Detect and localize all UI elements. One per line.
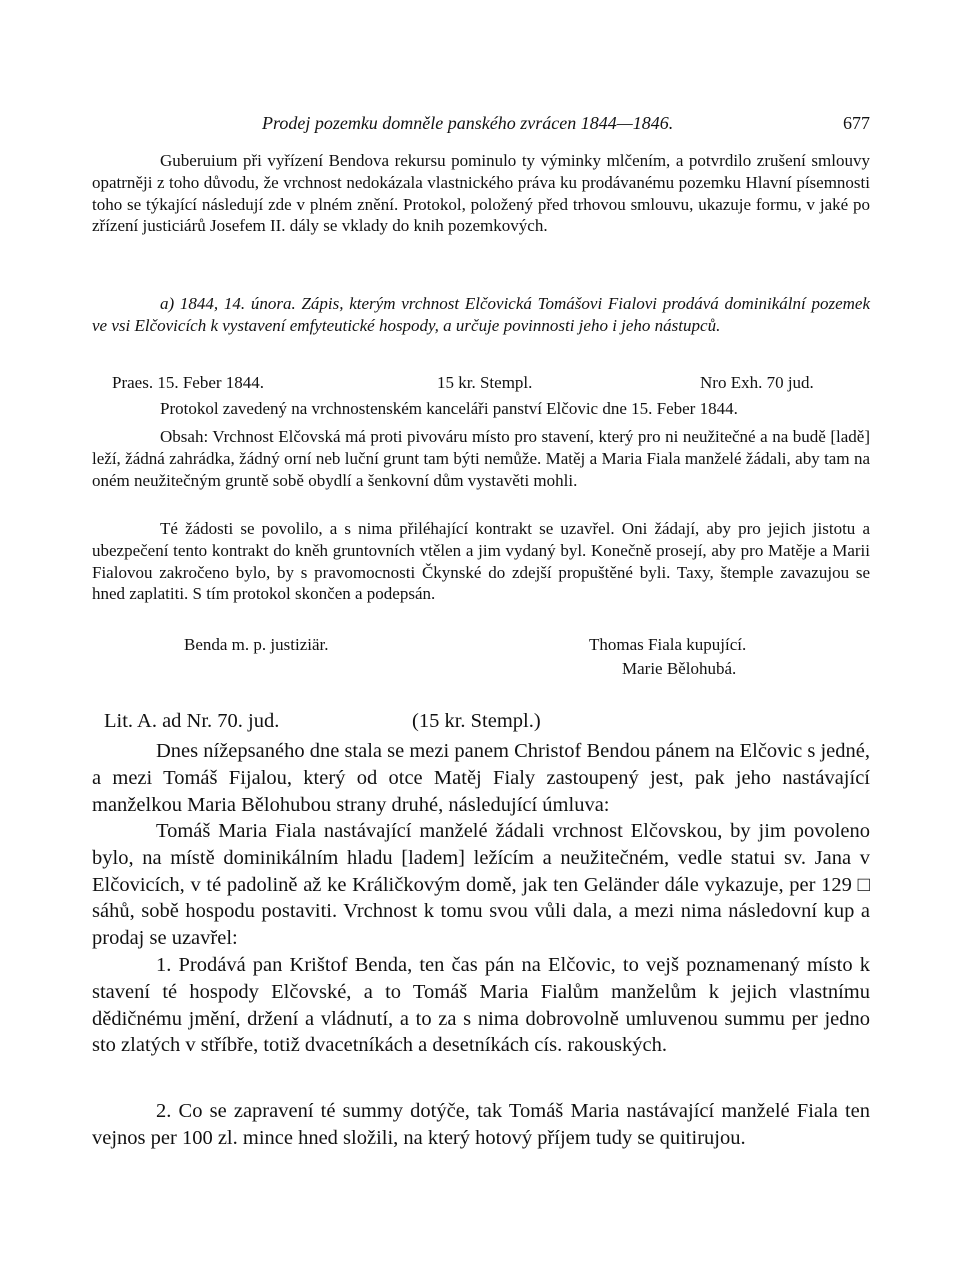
praes-date: Praes. 15. Feber 1844.: [112, 373, 265, 392]
contract-paragraph-1: Dnes nížepsaného dne stala se mezi panem Christof Bendou pánem na Elčovic s jedné, a mezi Tomáš Fijalou, který od otce Matěj Fialy zastoupený jest, pak jeho nastávající manželkou Maria Bělohubou strany druhé, následující úmluva:: [92, 740, 870, 816]
contract-paragraph-2: Tomáš Maria Fiala nastávající manželé žádali vrchnost Elčovskou, by jim povoleno bylo, na místě dominikálním hladu [ladem] ležícím a neužitečném, vedle statui sv. Jana v Elčovicích, v té padolině až ke Králičkovým domě, jak ten Geländer dále vykazuje, per 129 □ sáhů, sobě hospodu postaviti. Vrchnost k tomu svou vůli dala, a mezi nima následovní kup a prodaj se uzavřel:: [92, 820, 870, 950]
praes-line: [92, 372, 870, 396]
signature-line-2: [92, 658, 870, 682]
running-title: Prodej pozemku domněle panského zvrácen 1844—1846.: [262, 113, 674, 133]
lit-line: [92, 708, 870, 732]
obsah-paragraph: Obsah: Vrchnost Elčovská má proti pivováru místo pro stavení, který pro ni neužitečné a na budě [ladě] leží, žádná zahrádka, žádný orní neb luční grunt tam býti nemůže. Matěj a Maria Fiala manželé žádali, aby tam na oném neužitečným gruntě sobě obydlí a šenkovní dům vystavěti mohli.: [92, 427, 870, 490]
page-number: 677: [843, 113, 870, 133]
intro-paragraph: Guberuium při vyřízení Bendova rekursu pominulo ty výminky mlčením, a potvrdilo zrušení smlouvy opatrněji z toho důvodu, že vrchnost nedokázala vlastnického práva ku prodávanému pozemku Hlavní písemnosti toho se týkající následují zde v plném znění. Protokol, položený před trhovou smlouvu, ukazuje formu, v jaké po zřízení justiciárů Josefem II. dály se vklady do knih pozemkových.: [92, 151, 870, 236]
contract-paragraph-3: 1. Prodává pan Krištof Benda, ten čas pán na Elčovic, to vejš poznamenaný místo k stavení té hospody Elčovské, a to Tomáš Maria Fialům manželům k jejich vlastnímu dědičnému jmění, držení a vládnutí, a to za s nima dobrovolně umluvenou summu per jedno sto zlatých v stříbře, totiž dvacetníkách a desetníkách cís. rakouských.: [92, 954, 870, 1057]
contract-paragraph-4: 2. Co se zapravení té summy dotýče, tak Tomáš Maria nastávající manželé Fiala ten vejnos per 100 zl. mince hned složili, na který hotový příjem tudy se quitirujou.: [92, 1100, 870, 1149]
lit-reference: Lit. A. ad Nr. 70. jud.: [104, 710, 280, 732]
signature-line-1: [92, 634, 870, 658]
signature-justiziar: Benda m. p. justiziär.: [184, 635, 329, 654]
lit-stamp: (15 kr. Stempl.): [412, 710, 541, 732]
document-heading-a: a) 1844, 14. února. Zápis, kterým vrchnost Elčovická Tomášovi Fialovi prodává dominikální pozemek ve vsi Elčovicích k vystavení emfyteutické hospody, a určuje povinnosti jeho i jeho nástupců.: [92, 294, 870, 335]
zadosti-paragraph: Té žádosti se povolilo, a s nima přiléhající kontrakt se uzavřel. Oni žádají, aby pro jejich jistotu a ubezpečení tento kontrakt do kněh gruntovních vtělen a jim vydaný byl. Konečně prosejí, aby pro Matěje a Marii Fialovou zakročeno bylo, by s pravomocnosti Čkynské do zdejší propuštěné byli. Taxy, štemple zavazujou se hned zaplatiti. S tím protokol skončen a podepsán.: [92, 519, 870, 604]
praes-number: Nro Exh. 70 jud.: [700, 373, 814, 392]
signature-buyer: Thomas Fiala kupující.: [589, 635, 747, 654]
praes-stamp: 15 kr. Stempl.: [437, 373, 533, 392]
signature-wife: Marie Bělohubá.: [622, 659, 737, 678]
protokol-line: Protokol zavedený na vrchnostenském kanceláři panství Elčovic dne 15. Feber 1844.: [160, 399, 738, 418]
